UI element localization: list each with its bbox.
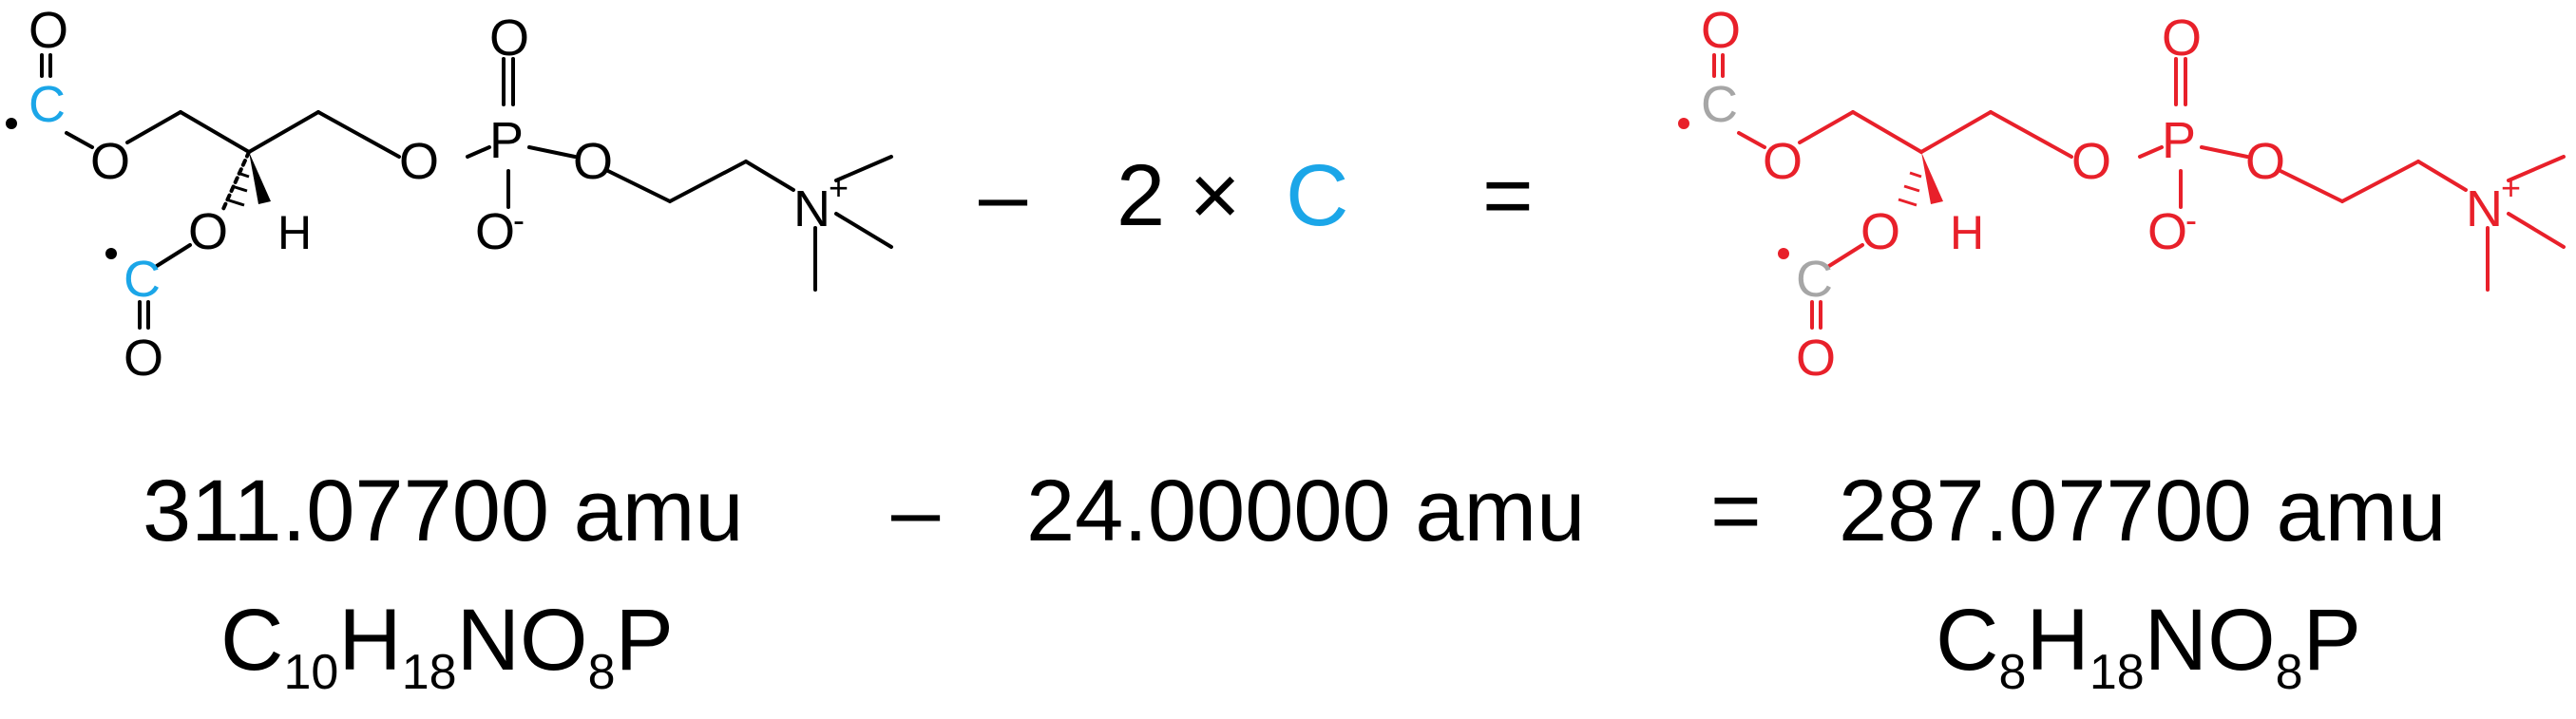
right-wedge-h	[1921, 152, 1943, 204]
mass-equals: =	[1710, 463, 1762, 559]
left-atom-o-ester1: O	[90, 133, 131, 190]
removed-prefix: 2 ×	[1116, 147, 1241, 244]
left-atom-o-ester2: O	[188, 203, 229, 260]
formula-right-o-count: 8	[2275, 645, 2303, 700]
right-atom-o-phos-top: O	[2162, 9, 2203, 66]
left-bond-ch-ch2	[249, 112, 318, 152]
left-wedge-h	[249, 152, 271, 204]
left-charge-minus: -	[513, 200, 525, 239]
left-bond-o-ch2	[127, 112, 181, 142]
right-molecule	[1672, 0, 2576, 399]
right-bond-ch2-ch	[1853, 112, 1921, 152]
right-bond-o-ch2	[1800, 112, 1853, 142]
formula-right-p: P	[2302, 592, 2361, 689]
right-atom-o-phos2: O	[2245, 133, 2286, 190]
formula-right-h-count: 18	[2089, 645, 2145, 700]
right-atom-o-top: O	[1701, 2, 1742, 59]
right-atom-n: N	[2466, 180, 2503, 237]
right-charge-plus: +	[2501, 168, 2522, 207]
formula-left-h-count: 18	[401, 645, 457, 700]
left-bond-o-ch2b	[608, 171, 670, 201]
formula-left	[220, 592, 674, 700]
left-atom-c1: C	[29, 76, 66, 133]
removed-carbon: C	[1286, 147, 1349, 244]
left-atom-o-top: O	[29, 2, 69, 59]
right-radical-dot-1	[1678, 118, 1689, 129]
mass-minus: –	[891, 463, 941, 559]
left-bond-n-me2	[836, 214, 891, 247]
left-bond-ch2-o	[318, 112, 399, 157]
right-atom-c2: C	[1796, 251, 1833, 308]
right-bond-o-ch2b	[2280, 171, 2342, 201]
right-bond-ch2-n	[2418, 161, 2466, 190]
right-bond-ch-ch2	[1921, 112, 1991, 152]
left-atom-o-phos2: O	[573, 133, 614, 190]
left-bond-ch2-ch	[181, 112, 249, 152]
left-atom-p: P	[489, 112, 525, 169]
right-atom-o-ester2: O	[1860, 203, 1901, 260]
formula-left-c-count: 10	[283, 645, 339, 700]
formula-right-h: H	[2026, 592, 2089, 689]
right-bond-p-o2	[2202, 147, 2247, 157]
left-molecule	[0, 0, 950, 399]
left-bond-o-c2	[157, 245, 190, 266]
left-bond-p-o2	[529, 147, 575, 157]
right-atom-c1: C	[1701, 76, 1738, 133]
right-bond-o-c2	[1829, 245, 1862, 266]
left-bond-ch2-n	[746, 161, 793, 190]
formula-right-c: C	[1936, 592, 1999, 689]
equation-equals: =	[1482, 147, 1534, 244]
right-atom-o-ester1: O	[1763, 133, 1803, 190]
left-atom-h: H	[277, 206, 313, 259]
right-atom-p: P	[2162, 112, 2197, 169]
right-atom-o-minus: O	[2147, 203, 2188, 260]
formula-left-h: H	[338, 592, 402, 689]
mass-left: 311.07700 amu	[143, 463, 744, 559]
right-bond-ch2-ch2	[2342, 161, 2418, 201]
right-bond-c1o	[1739, 133, 1765, 147]
formula-right	[1936, 592, 2361, 700]
left-atom-o-phos-top: O	[489, 9, 530, 66]
right-bond-ch2-o	[1991, 112, 2071, 157]
left-atom-c2: C	[124, 251, 161, 308]
right-charge-minus: -	[2185, 200, 2197, 239]
equation-minus: –	[979, 147, 1028, 244]
formula-left-c: C	[220, 592, 284, 689]
right-atom-h: H	[1950, 206, 1985, 259]
right-bond-o-p	[2140, 147, 2162, 157]
left-bond-c1o	[67, 133, 92, 147]
formula-left-o-count: 8	[587, 645, 616, 700]
left-bond-ch2-ch2	[670, 161, 746, 201]
formula-right-c-count: 8	[1998, 645, 2027, 700]
right-bond-n-me2	[2509, 214, 2564, 247]
right-atom-o-bottom: O	[1796, 330, 1837, 387]
right-atom-o-phos1: O	[2071, 133, 2112, 190]
formula-right-no: NO	[2144, 592, 2276, 689]
left-radical-dot-1	[6, 118, 17, 129]
right-radical-dot-2	[1778, 248, 1789, 259]
left-atom-n: N	[793, 180, 830, 237]
left-charge-plus: +	[829, 168, 849, 207]
left-atom-o-bottom: O	[124, 330, 164, 387]
formula-left-p: P	[615, 592, 674, 689]
left-atom-o-phos1: O	[399, 133, 440, 190]
left-radical-dot-2	[105, 248, 117, 259]
formula-left-no: NO	[456, 592, 588, 689]
left-bond-o-p	[467, 147, 489, 157]
mass-removed: 24.00000 amu	[1026, 463, 1586, 559]
right-hash-wedge	[1899, 173, 1921, 205]
left-atom-o-minus: O	[475, 203, 516, 260]
mass-right: 287.07700 amu	[1839, 463, 2447, 559]
